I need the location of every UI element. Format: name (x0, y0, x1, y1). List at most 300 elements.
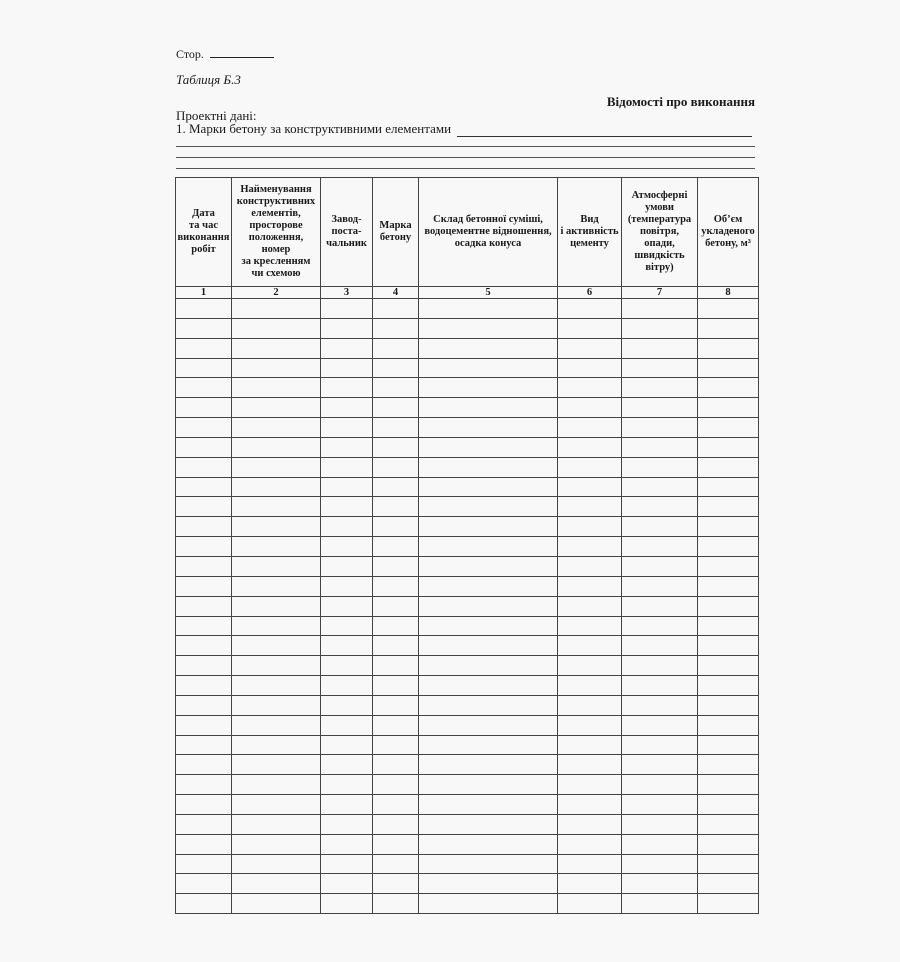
table-cell[interactable] (373, 636, 419, 656)
table-cell[interactable] (373, 477, 419, 497)
table-cell[interactable] (558, 437, 622, 457)
table-cell[interactable] (419, 576, 558, 596)
table-cell[interactable] (373, 795, 419, 815)
table-cell[interactable] (698, 457, 759, 477)
page-number-field (176, 47, 274, 62)
table-cell[interactable] (176, 735, 232, 755)
table-cell[interactable] (558, 457, 622, 477)
table-cell[interactable] (321, 834, 373, 854)
table-cell[interactable] (419, 537, 558, 557)
table-cell[interactable] (232, 874, 321, 894)
table-cell[interactable] (321, 735, 373, 755)
table-row (176, 814, 759, 834)
table-cell[interactable] (622, 874, 698, 894)
table-cell[interactable] (373, 299, 419, 319)
table-cell[interactable] (698, 576, 759, 596)
table-cell[interactable] (176, 814, 232, 834)
table-row (176, 398, 759, 418)
table-body (176, 299, 759, 914)
table-cell[interactable] (622, 795, 698, 815)
table-cell[interactable] (698, 556, 759, 576)
table-row (176, 299, 759, 319)
table-cell[interactable] (176, 775, 232, 795)
table-cell[interactable] (698, 834, 759, 854)
table-row (176, 358, 759, 378)
table-cell[interactable] (419, 437, 558, 457)
table-cell[interactable] (373, 537, 419, 557)
column-number-row (176, 287, 759, 299)
blank-line[interactable] (176, 157, 755, 158)
table-cell[interactable] (232, 537, 321, 557)
table-cell[interactable] (622, 695, 698, 715)
table-cell[interactable] (373, 497, 419, 517)
table-cell[interactable] (622, 616, 698, 636)
table-cell[interactable] (232, 576, 321, 596)
table-cell[interactable] (176, 695, 232, 715)
table-cell[interactable] (232, 358, 321, 378)
table-cell[interactable] (176, 338, 232, 358)
table-cell[interactable] (558, 695, 622, 715)
design-data-label: Проектні дані: (176, 108, 257, 123)
table-cell[interactable] (419, 656, 558, 676)
table-cell[interactable] (558, 854, 622, 874)
table-cell[interactable] (373, 457, 419, 477)
table-cell[interactable] (321, 437, 373, 457)
table-cell[interactable] (321, 537, 373, 557)
table-cell[interactable] (321, 596, 373, 616)
table-cell[interactable] (698, 477, 759, 497)
table-cell[interactable] (698, 656, 759, 676)
concrete-grades-blank[interactable] (457, 125, 752, 137)
table-cell[interactable] (558, 775, 622, 795)
table-cell[interactable] (558, 378, 622, 398)
table-cell[interactable] (698, 338, 759, 358)
table-cell[interactable] (232, 656, 321, 676)
table-cell[interactable] (558, 636, 622, 656)
concrete-grades-label: 1. Марки бетону за конструктивними елементами (176, 121, 452, 136)
table-cell[interactable] (622, 378, 698, 398)
table-cell[interactable] (622, 834, 698, 854)
table-cell[interactable] (176, 596, 232, 616)
table-cell[interactable] (321, 775, 373, 795)
table-cell[interactable] (232, 418, 321, 438)
table-cell[interactable] (558, 517, 622, 537)
table-cell[interactable] (321, 299, 373, 319)
table-cell[interactable] (558, 299, 622, 319)
table-cell[interactable] (622, 537, 698, 557)
table-cell[interactable] (622, 814, 698, 834)
table-cell[interactable] (321, 874, 373, 894)
table-cell[interactable] (176, 616, 232, 636)
table-cell[interactable] (419, 517, 558, 537)
column-number: 8 (698, 287, 759, 299)
table-cell[interactable] (232, 318, 321, 338)
table-cell[interactable] (373, 616, 419, 636)
table-cell[interactable] (176, 676, 232, 696)
table-cell[interactable] (698, 497, 759, 517)
table-cell[interactable] (698, 894, 759, 914)
table-cell[interactable] (419, 457, 558, 477)
table-cell[interactable] (373, 576, 419, 596)
table-cell[interactable] (698, 636, 759, 656)
table-cell[interactable] (232, 338, 321, 358)
table-cell[interactable] (622, 636, 698, 656)
table-cell[interactable] (622, 656, 698, 676)
table-cell[interactable] (419, 795, 558, 815)
table-cell[interactable] (176, 537, 232, 557)
table-cell[interactable] (622, 358, 698, 378)
table-cell[interactable] (698, 814, 759, 834)
table-cell[interactable] (558, 576, 622, 596)
document-title: Відомості про виконання (606, 94, 755, 109)
table-cell[interactable] (419, 755, 558, 775)
table-cell[interactable] (321, 576, 373, 596)
table-cell[interactable] (176, 418, 232, 438)
table-cell[interactable] (176, 517, 232, 537)
table-cell[interactable] (622, 338, 698, 358)
table-cell[interactable] (558, 556, 622, 576)
column-header-element-name: Найменування конструктивних елементів, просторове положення, номер за кресленням чи схемою (232, 178, 321, 287)
table-cell[interactable] (176, 834, 232, 854)
table-cell[interactable] (321, 418, 373, 438)
table-cell[interactable] (419, 636, 558, 656)
table-cell[interactable] (232, 517, 321, 537)
concrete-grades-field (176, 121, 752, 137)
table-cell[interactable] (373, 338, 419, 358)
table-cell[interactable] (373, 854, 419, 874)
table-row (176, 517, 759, 537)
table-cell[interactable] (176, 378, 232, 398)
table-cell[interactable] (232, 299, 321, 319)
table-cell[interactable] (419, 556, 558, 576)
table-cell[interactable] (373, 398, 419, 418)
table-cell[interactable] (373, 735, 419, 755)
column-header-supplier-plant: Завод- поста- чальник (321, 178, 373, 287)
table-row (176, 874, 759, 894)
table-cell[interactable] (232, 457, 321, 477)
table-row (176, 715, 759, 735)
table-cell[interactable] (373, 437, 419, 457)
table-cell[interactable] (373, 695, 419, 715)
table-cell[interactable] (698, 537, 759, 557)
table-cell[interactable] (698, 735, 759, 755)
table-cell[interactable] (321, 497, 373, 517)
table-row (176, 418, 759, 438)
table-cell[interactable] (232, 715, 321, 735)
table-cell[interactable] (698, 517, 759, 537)
table-row (176, 378, 759, 398)
table-cell[interactable] (232, 477, 321, 497)
table-cell[interactable] (558, 418, 622, 438)
table-cell[interactable] (622, 299, 698, 319)
table-cell[interactable] (321, 695, 373, 715)
table-cell[interactable] (558, 676, 622, 696)
table-cell[interactable] (321, 556, 373, 576)
table-cell[interactable] (373, 755, 419, 775)
table-cell[interactable] (698, 318, 759, 338)
table-cell[interactable] (419, 378, 558, 398)
table-cell[interactable] (698, 398, 759, 418)
table-cell[interactable] (698, 715, 759, 735)
table-cell[interactable] (558, 795, 622, 815)
table-cell[interactable] (419, 775, 558, 795)
table-cell[interactable] (622, 556, 698, 576)
column-number: 6 (558, 287, 622, 299)
table-cell[interactable] (622, 854, 698, 874)
table-cell[interactable] (419, 874, 558, 894)
table-cell[interactable] (419, 418, 558, 438)
table-cell[interactable] (176, 874, 232, 894)
table-row (176, 576, 759, 596)
table-row (176, 616, 759, 636)
table-row (176, 755, 759, 775)
table-cell[interactable] (373, 814, 419, 834)
table-cell[interactable] (558, 338, 622, 358)
table-cell[interactable] (321, 378, 373, 398)
table-cell[interactable] (321, 795, 373, 815)
table-cell[interactable] (698, 418, 759, 438)
table-cell[interactable] (698, 299, 759, 319)
table-cell[interactable] (232, 894, 321, 914)
table-cell[interactable] (558, 814, 622, 834)
column-number: 4 (373, 287, 419, 299)
table-cell[interactable] (698, 775, 759, 795)
column-number: 7 (622, 287, 698, 299)
table-cell[interactable] (321, 616, 373, 636)
table-cell[interactable] (698, 874, 759, 894)
table-row (176, 695, 759, 715)
table-cell[interactable] (232, 735, 321, 755)
table-cell[interactable] (558, 477, 622, 497)
table-row (176, 894, 759, 914)
page-number-label: Стор. (176, 47, 204, 61)
column-header-concrete-grade: Марка бетону (373, 178, 419, 287)
table-cell[interactable] (373, 596, 419, 616)
table-row (176, 437, 759, 457)
table-cell[interactable] (176, 299, 232, 319)
table-cell[interactable] (419, 497, 558, 517)
table-cell[interactable] (373, 418, 419, 438)
column-header-mix-composition: Склад бетонної суміші, водоцементне відношення, осадка конуса (419, 178, 558, 287)
table-cell[interactable] (176, 795, 232, 815)
table-cell[interactable] (558, 616, 622, 636)
table-cell[interactable] (176, 358, 232, 378)
table-cell[interactable] (419, 318, 558, 338)
table-cell[interactable] (176, 437, 232, 457)
table-cell[interactable] (698, 854, 759, 874)
table-cell[interactable] (558, 398, 622, 418)
table-cell[interactable] (419, 695, 558, 715)
table-cell[interactable] (232, 755, 321, 775)
table-cell[interactable] (622, 894, 698, 914)
table-cell[interactable] (419, 814, 558, 834)
table-cell[interactable] (232, 437, 321, 457)
table-cell[interactable] (176, 497, 232, 517)
table-cell[interactable] (419, 676, 558, 696)
table-cell[interactable] (321, 338, 373, 358)
table-cell[interactable] (698, 437, 759, 457)
table-cell[interactable] (419, 616, 558, 636)
table-cell[interactable] (558, 537, 622, 557)
table-cell[interactable] (373, 894, 419, 914)
table-cell[interactable] (176, 576, 232, 596)
table-cell[interactable] (558, 318, 622, 338)
column-number: 2 (232, 287, 321, 299)
table-cell[interactable] (176, 398, 232, 418)
table-cell[interactable] (321, 715, 373, 735)
concrete-works-table (175, 177, 759, 914)
table-cell[interactable] (373, 378, 419, 398)
table-cell[interactable] (558, 735, 622, 755)
table-cell[interactable] (232, 398, 321, 418)
table-cell[interactable] (419, 596, 558, 616)
table-cell[interactable] (419, 854, 558, 874)
table-cell[interactable] (419, 299, 558, 319)
table-cell[interactable] (622, 596, 698, 616)
table-cell[interactable] (622, 318, 698, 338)
table-cell[interactable] (321, 477, 373, 497)
table-cell[interactable] (232, 497, 321, 517)
table-cell[interactable] (321, 358, 373, 378)
table-cell[interactable] (232, 775, 321, 795)
table-cell[interactable] (373, 834, 419, 854)
blank-line[interactable] (176, 146, 755, 147)
table-row (176, 656, 759, 676)
table-cell[interactable] (419, 398, 558, 418)
table-cell[interactable] (373, 517, 419, 537)
column-number: 5 (419, 287, 558, 299)
table-row (176, 735, 759, 755)
table-cell[interactable] (698, 378, 759, 398)
table-row (176, 636, 759, 656)
table-cell[interactable] (232, 676, 321, 696)
table-cell[interactable] (321, 676, 373, 696)
table-cell[interactable] (622, 576, 698, 596)
table-cell[interactable] (622, 517, 698, 537)
table-cell[interactable] (321, 755, 373, 775)
table-cell[interactable] (176, 656, 232, 676)
table-cell[interactable] (622, 735, 698, 755)
table-cell[interactable] (698, 358, 759, 378)
blank-line[interactable] (176, 168, 755, 169)
table-cell[interactable] (232, 556, 321, 576)
table-cell[interactable] (558, 497, 622, 517)
table-cell[interactable] (176, 894, 232, 914)
column-header-date-time: Дата та час виконання робіт (176, 178, 232, 287)
table-cell[interactable] (321, 814, 373, 834)
table-row (176, 318, 759, 338)
table-cell[interactable] (558, 596, 622, 616)
table-cell[interactable] (373, 676, 419, 696)
table-cell[interactable] (558, 656, 622, 676)
table-cell[interactable] (622, 755, 698, 775)
table-cell[interactable] (698, 795, 759, 815)
table-cell[interactable] (321, 457, 373, 477)
table-cell[interactable] (622, 398, 698, 418)
table-cell[interactable] (558, 834, 622, 854)
table-cell[interactable] (622, 497, 698, 517)
table-identifier: Таблиця Б.3 (176, 72, 241, 87)
table-cell[interactable] (698, 596, 759, 616)
table-cell[interactable] (419, 338, 558, 358)
table-row (176, 854, 759, 874)
table-cell[interactable] (698, 755, 759, 775)
table-cell[interactable] (232, 596, 321, 616)
table-row (176, 834, 759, 854)
page-number-blank[interactable] (210, 47, 274, 58)
table-cell[interactable] (419, 477, 558, 497)
table-cell[interactable] (176, 556, 232, 576)
table-cell[interactable] (698, 695, 759, 715)
table-cell[interactable] (373, 775, 419, 795)
table-cell[interactable] (232, 636, 321, 656)
table-cell[interactable] (558, 715, 622, 735)
table-cell[interactable] (176, 854, 232, 874)
table-cell[interactable] (558, 358, 622, 378)
table-cell[interactable] (321, 398, 373, 418)
table-row (176, 457, 759, 477)
table-cell[interactable] (373, 318, 419, 338)
table-cell[interactable] (622, 715, 698, 735)
table-cell[interactable] (232, 695, 321, 715)
table-cell[interactable] (232, 795, 321, 815)
table-cell[interactable] (321, 318, 373, 338)
table-cell[interactable] (321, 636, 373, 656)
table-cell[interactable] (373, 656, 419, 676)
table-cell[interactable] (176, 715, 232, 735)
table-cell[interactable] (176, 457, 232, 477)
table-cell[interactable] (176, 477, 232, 497)
table-cell[interactable] (373, 358, 419, 378)
table-cell[interactable] (232, 834, 321, 854)
table-cell[interactable] (232, 616, 321, 636)
table-cell[interactable] (232, 854, 321, 874)
table-cell[interactable] (373, 874, 419, 894)
table-cell[interactable] (321, 517, 373, 537)
table-row (176, 537, 759, 557)
table-cell[interactable] (419, 735, 558, 755)
table-cell[interactable] (176, 636, 232, 656)
table-row (176, 596, 759, 616)
table-cell[interactable] (232, 814, 321, 834)
table-cell[interactable] (419, 894, 558, 914)
column-number: 1 (176, 287, 232, 299)
table-cell[interactable] (373, 556, 419, 576)
table-cell[interactable] (622, 418, 698, 438)
table-cell[interactable] (321, 656, 373, 676)
table-cell[interactable] (419, 715, 558, 735)
table-cell[interactable] (558, 874, 622, 894)
table-cell[interactable] (232, 378, 321, 398)
column-number: 3 (321, 287, 373, 299)
table-cell[interactable] (373, 715, 419, 735)
table-cell[interactable] (622, 676, 698, 696)
table-cell[interactable] (622, 457, 698, 477)
table-cell[interactable] (321, 894, 373, 914)
table-cell[interactable] (176, 318, 232, 338)
table-cell[interactable] (419, 358, 558, 378)
table-cell[interactable] (558, 894, 622, 914)
table-cell[interactable] (419, 834, 558, 854)
table-cell[interactable] (622, 437, 698, 457)
table-cell[interactable] (558, 755, 622, 775)
table-cell[interactable] (622, 775, 698, 795)
table-cell[interactable] (176, 755, 232, 775)
table-cell[interactable] (321, 854, 373, 874)
table-cell[interactable] (698, 616, 759, 636)
table-cell[interactable] (622, 477, 698, 497)
table-cell[interactable] (698, 676, 759, 696)
